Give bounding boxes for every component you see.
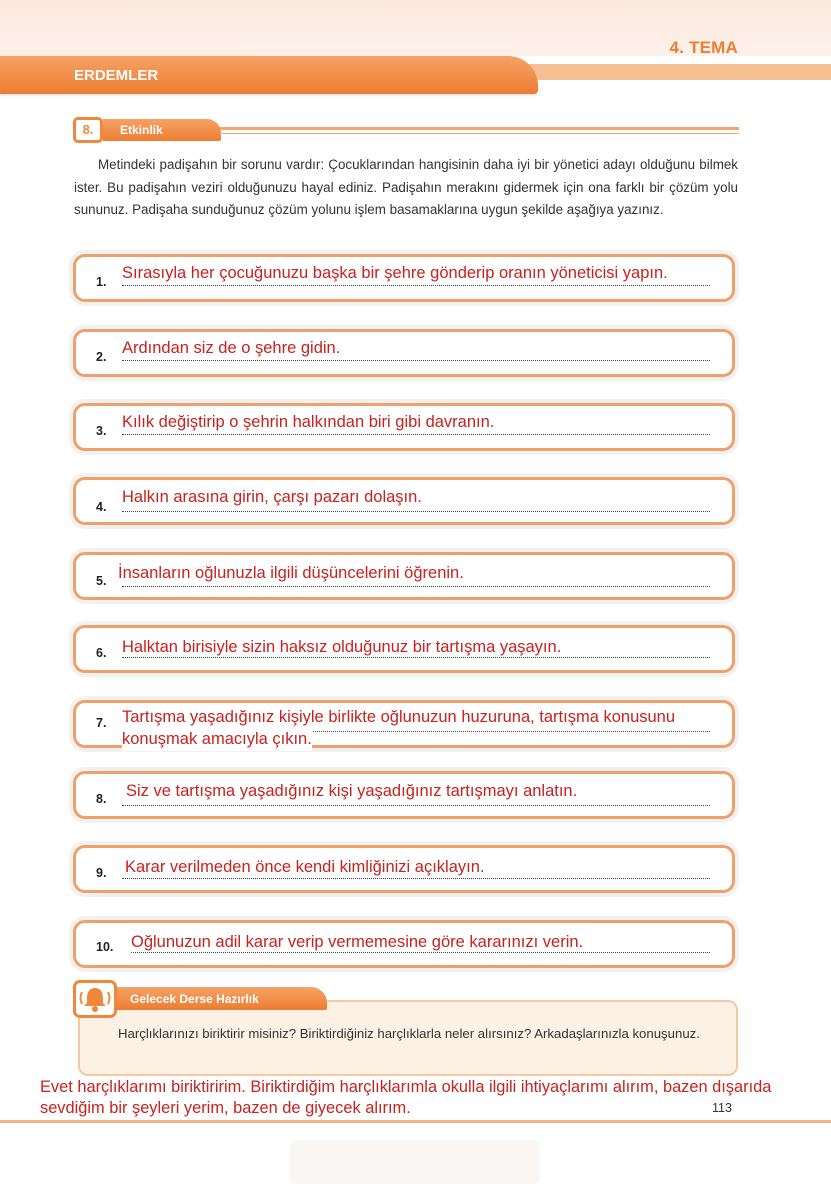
step-number: 3. — [96, 424, 107, 438]
step-box — [73, 771, 735, 819]
step-answer[interactable]: Tartışma yaşadığınız kişiyle birlikte oğlunuzun huzuruna, tartışma konusunu — [122, 706, 724, 729]
step-number: 1. — [96, 275, 107, 289]
step-dotted-line — [131, 952, 710, 953]
footer-line — [0, 1120, 831, 1123]
activity-rule — [220, 127, 739, 130]
step-box — [73, 552, 735, 600]
step-answer[interactable]: Oğlunuzun adil karar verip vermemesine göre kararınızı verin. — [131, 933, 584, 951]
step-number: 6. — [96, 646, 107, 660]
step-box — [73, 254, 735, 302]
step-dotted-line — [122, 586, 710, 587]
step-box — [73, 625, 735, 673]
step-answer-line2[interactable]: konuşmak amacıyla çıkın. — [122, 728, 312, 751]
step-answer[interactable]: Sırasıyla her çocuğunuzu başka bir şehre gönderip oranın yöneticisi yapın. — [122, 264, 668, 282]
step-answer[interactable]: İnsanların oğlunuzla ilgili düşüncelerini öğrenin. — [118, 564, 464, 582]
activity-title: Etkinlik — [120, 123, 163, 137]
step-number: 10. — [96, 940, 114, 954]
step-number: 5. — [96, 574, 107, 588]
student-answer[interactable]: Evet harçlıklarımı biriktiririm. Biriktirdiğim harçlıklarımla okulla ilgili ihtiyaçlarımı alırım, bazen dışarıda sevdiğim bir şeyleri yerim, bazen de giyecek alırım. — [40, 1078, 772, 1117]
step-answer[interactable]: Halkın arasına girin, çarşı pazarı dolaşın. — [122, 488, 422, 506]
page-number: 113 — [712, 1101, 732, 1115]
step-answer[interactable]: Kılık değiştirip o şehrin halkından biri gibi davranın. — [122, 413, 495, 431]
activity-number: 8. — [73, 117, 103, 143]
step-dotted-line — [122, 434, 710, 435]
step-dotted-line — [122, 657, 710, 658]
step-box — [73, 329, 735, 377]
activity-rule-thin — [220, 133, 739, 134]
step-dotted-line — [122, 511, 710, 512]
step-number: 4. — [96, 500, 107, 514]
step-box — [73, 403, 735, 451]
step-dotted-line — [122, 805, 710, 806]
step-number: 7. — [96, 716, 107, 730]
step-dotted-line — [122, 878, 710, 879]
step-box — [73, 477, 735, 525]
activity-instructions: Metindeki padişahın bir sorunu vardır: Çocuklarından hangisinin daha iyi bir yönetici adayı olduğunu bilmek ister. Bu padişahın veziri olduğunuzu hayal ediniz. Padişahın merakını gidermek için ona farklı bir çözüm yolu sununuz. Padişaha sunduğunuz çözüm yolunu işlem basamaklarına uygun şekilde aşağıya yazınız. — [74, 157, 738, 217]
step-answer[interactable]: Siz ve tartışma yaşadığınız kişi yaşadığınız tartışmayı anlatın. — [126, 782, 578, 800]
step-number: 2. — [96, 350, 107, 364]
step-box — [73, 845, 735, 893]
bell-icon — [73, 980, 117, 1018]
prep-title: Gelecek Derse Hazırlık — [130, 992, 259, 1006]
step-answer[interactable]: Ardından siz de o şehre gidin. — [122, 339, 341, 357]
step-number: 8. — [96, 792, 107, 806]
step-number: 9. — [96, 866, 107, 880]
page-smudge — [290, 1140, 540, 1184]
theme-title: 4. TEMA — [669, 38, 738, 57]
step-answer[interactable]: Karar verilmeden önce kendi kimliğinizi açıklayın. — [125, 858, 485, 876]
unit-title: ERDEMLER — [74, 67, 159, 84]
step-box — [73, 700, 735, 748]
step-box — [73, 920, 735, 968]
step-answer[interactable]: Halktan birisiyle sizin haksız olduğunuz bir tartışma yaşayın. — [122, 638, 562, 656]
prep-text: Harçlıklarınızı biriktirir misiniz? Biriktirdiğiniz harçlıklarla neler alırsınız? Arkadaşlarınızla konuşunuz. — [118, 1026, 700, 1041]
step-dotted-line — [122, 285, 710, 286]
step-dotted-line — [122, 360, 710, 361]
